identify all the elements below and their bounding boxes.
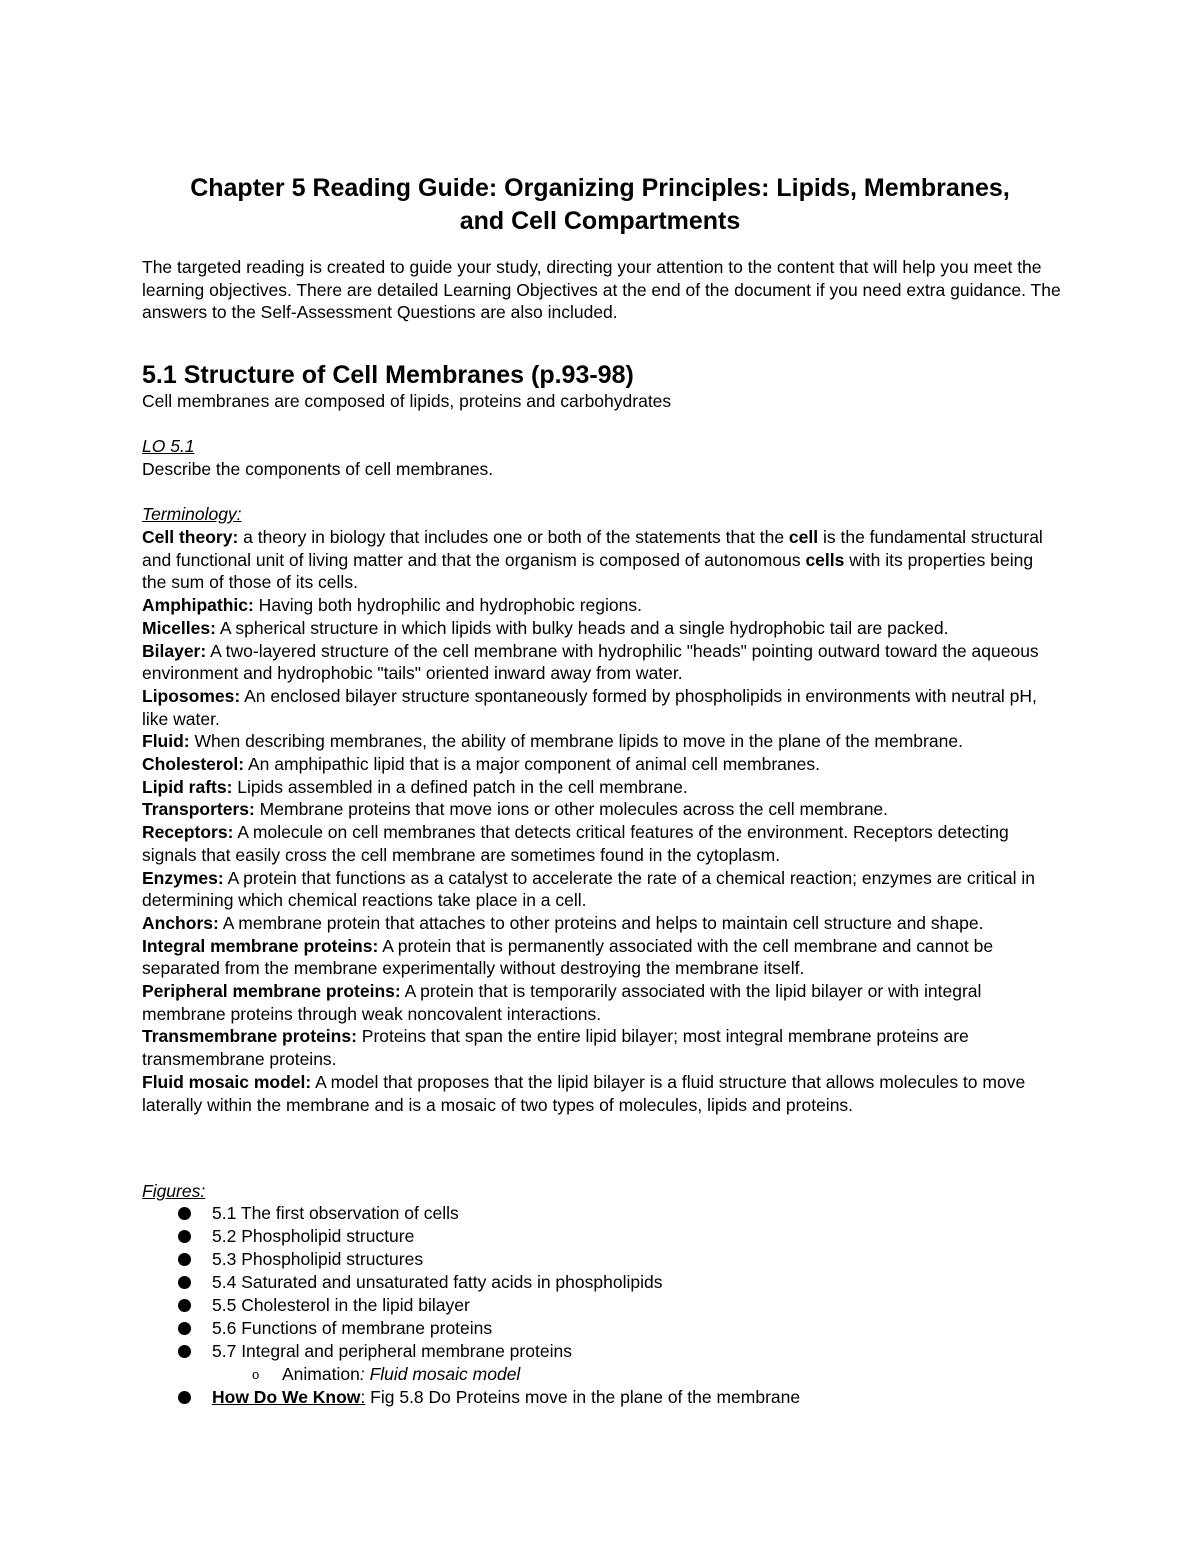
term-item — [142, 730, 1062, 753]
term-name: Fluid: — [142, 731, 190, 752]
term-name: Micelles: — [142, 617, 216, 638]
figure-text: 5.7 Integral and peripheral membrane proteins — [212, 1341, 572, 1361]
term-definition: A protein that is permanently associated with the cell membrane and cannot be separated from the membrane experimentally without destroying the membrane itself. — [142, 935, 994, 979]
term-definition: Proteins that span the entire lipid bilayer; most integral membrane proteins are transmembrane proteins. — [142, 1026, 969, 1070]
term-definition: A molecule on cell membranes that detects critical features of the environment. Receptors detecting signals that easily cross the cell membrane are sometimes found in the cytoplasm. — [142, 822, 1009, 865]
title-line-2: and Cell Compartments — [459, 207, 741, 235]
term-name: Cell theory: — [142, 527, 239, 547]
term-name: Receptors: — [142, 822, 234, 843]
figure-text: 5.2 Phospholipid structure — [212, 1226, 415, 1246]
term-name: Lipid rafts: — [142, 776, 233, 797]
term-definition: A protein that functions as a catalyst to accelerate the rate of a chemical reaction; enzymes are critical in determining which chemical reactions take place in a cell. — [142, 867, 1035, 911]
figures-list — [142, 1202, 1062, 1409]
figure-text: 5.3 Phospholipid structures — [212, 1249, 424, 1269]
term-name: Enzymes: — [142, 867, 224, 888]
figure-item — [142, 1271, 1062, 1294]
term-name: Transporters: — [142, 799, 255, 820]
term-item — [142, 685, 1062, 730]
term-item — [142, 935, 1062, 980]
intro-paragraph: The targeted reading is created to guide your study, directing your attention to the content that will help you meet the learning objectives. There are detailed Learning Objectives at the end of the document if you need extra guidance. The answers to the Self-Assessment Questions are also included. — [142, 257, 1061, 322]
term-name: Liposomes: — [142, 685, 241, 706]
document-title — [0, 172, 1200, 238]
figures-label: Figures: — [142, 1181, 206, 1201]
term-item — [142, 640, 1062, 685]
term-item — [142, 980, 1062, 1025]
figure-item — [142, 1225, 1062, 1248]
term-definition: When describing membranes, the ability of membrane lipids to move in the plane of the membrane. — [189, 731, 963, 752]
animation-colon: : — [359, 1364, 370, 1384]
bullet-icon — [178, 1276, 191, 1289]
bullet-icon — [178, 1207, 191, 1220]
term-name: Transmembrane proteins: — [142, 1026, 357, 1047]
term-item — [142, 821, 1062, 866]
term-definition: a theory in biology that includes one or both of the statements that the — [238, 527, 789, 547]
section-subheading: Cell membranes are composed of lipids, proteins and carbohydrates — [142, 391, 672, 411]
learning-objective-text: Describe the components of cell membranes. — [142, 459, 494, 479]
animation-item — [142, 1363, 1062, 1386]
term-item — [142, 1071, 1062, 1116]
term-definition: is the fundamental structural and functional unit of living matter and that the organism is composed of autonomous — [142, 527, 1043, 570]
bullet-icon — [178, 1230, 191, 1243]
figure-text: 5.1 The first observation of cells — [212, 1203, 459, 1223]
how-do-we-know-text: Fig 5.8 Do Proteins move in the plane of the membrane — [365, 1387, 801, 1407]
term-item — [142, 617, 1062, 640]
term-definition: A membrane protein that attaches to other proteins and helps to maintain cell structure and shape. — [218, 912, 984, 933]
terminology-label: Terminology: — [142, 504, 242, 524]
hollow-bullet-icon: o — [252, 1367, 260, 1382]
animation-name: Fluid mosaic model — [369, 1364, 521, 1384]
bullet-icon — [178, 1391, 191, 1404]
term-definition: Having both hydrophilic and hydrophobic regions. — [253, 595, 642, 616]
figure-text: 5.6 Functions of membrane proteins — [212, 1318, 493, 1338]
term-definition: A spherical structure in which lipids with bulky heads and a single hydrophobic tail are packed. — [215, 617, 949, 638]
term-name: Fluid mosaic model: — [142, 1071, 312, 1092]
terminology-list — [142, 526, 1062, 1116]
term-emphasis: cell — [788, 527, 819, 547]
how-do-we-know-colon: : — [360, 1387, 366, 1407]
term-definition: with its properties being the sum of those of its cells. — [142, 549, 1034, 593]
term-name: Peripheral membrane proteins: — [142, 981, 401, 1002]
term-item — [142, 1025, 1062, 1070]
figure-item — [142, 1248, 1062, 1271]
how-do-we-know-item — [142, 1386, 1062, 1409]
term-definition: Membrane proteins that move ions or other molecules across the cell membrane. — [254, 799, 889, 820]
figure-text: 5.4 Saturated and unsaturated fatty acids in phospholipids — [212, 1272, 663, 1292]
term-name: Amphipathic: — [142, 595, 254, 616]
term-item — [142, 753, 1062, 776]
term-name: Integral membrane proteins: — [142, 935, 379, 956]
section-heading: 5.1 Structure of Cell Membranes (p.93-98) — [142, 361, 634, 389]
term-name: Anchors: — [142, 912, 219, 933]
term-item — [142, 776, 1062, 799]
term-definition: A two-layered structure of the cell membrane with hydrophilic "heads" pointing outward toward the aqueous environment and hydrophobic "tails" oriented inward away from water. — [142, 640, 1039, 684]
how-do-we-know-label: How Do We Know — [212, 1387, 361, 1407]
figure-item — [142, 1340, 1062, 1363]
term-item — [142, 594, 1062, 617]
bullet-icon — [178, 1322, 191, 1335]
figure-item — [142, 1317, 1062, 1340]
term-item — [142, 526, 1062, 594]
term-definition: A model that proposes that the lipid bilayer is a fluid structure that allows molecules to move laterally within the membrane and is a mosaic of two types of molecules, lipids and proteins. — [142, 1071, 1026, 1115]
bullet-icon — [178, 1345, 191, 1358]
term-item — [142, 867, 1062, 912]
figure-item — [142, 1202, 1062, 1225]
term-emphasis: cells — [805, 549, 845, 570]
learning-objective-label: LO 5.1 — [142, 436, 195, 456]
term-definition: Lipids assembled in a defined patch in the cell membrane. — [232, 776, 688, 797]
bullet-icon — [178, 1253, 191, 1266]
term-item — [142, 798, 1062, 821]
term-item — [142, 912, 1062, 935]
term-name: Bilayer: — [142, 640, 207, 661]
term-definition: A protein that is temporarily associated with the lipid bilayer or with integral membrane proteins through weak noncovalent interactions. — [142, 981, 982, 1024]
term-definition: An enclosed bilayer structure spontaneously formed by phospholipids in environments with neutral pH, like water. — [142, 685, 1037, 729]
figure-item — [142, 1294, 1062, 1317]
term-name: Cholesterol: — [142, 754, 245, 775]
animation-prefix: Animation — [282, 1364, 360, 1384]
figure-text: 5.5 Cholesterol in the lipid bilayer — [212, 1295, 470, 1315]
term-definition: An amphipathic lipid that is a major component of animal cell membranes. — [244, 754, 820, 775]
bullet-icon — [178, 1299, 191, 1312]
title-line-1: Chapter 5 Reading Guide: Organizing Principles: Lipids, Membranes, — [190, 174, 1010, 202]
